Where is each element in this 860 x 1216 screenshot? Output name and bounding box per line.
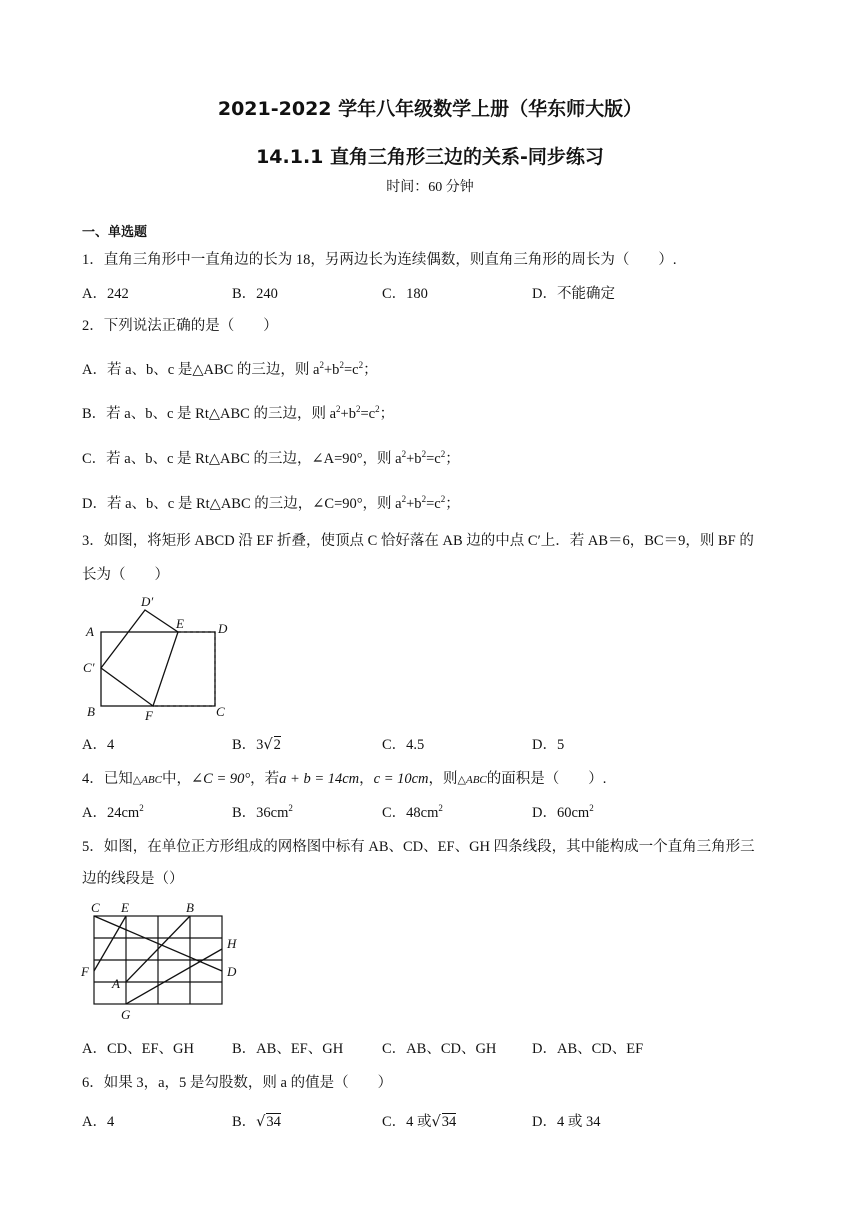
q6-option-c: C．4 或√34 (382, 1114, 457, 1130)
question-6-text: 6．如果 3，a，5 是勾股数，则 a 的值是（ ） (82, 1075, 393, 1091)
q4-option-c: C．$48cm^2$ (382, 803, 443, 821)
label-d: D (218, 621, 228, 636)
q3-option-b: B．3√2 (232, 737, 281, 753)
segment-ef (94, 916, 126, 971)
question-1-text: 1．直角三角形中一直角边的长为 18，另两边长为连续偶数，则直角三角形的周长为（ ）. (82, 252, 677, 268)
q5-option-a: A．CD、EF、GH (82, 1041, 194, 1057)
question-2-text: 2．下列说法正确的是（ ） (82, 318, 278, 334)
label-f: F (145, 708, 153, 723)
rect-left-part (101, 632, 215, 706)
q5-option-b: B．AB、EF、GH (232, 1041, 344, 1057)
q3-option-c: C．4.5 (382, 737, 425, 753)
q4-option-d: D．$60cm^2$ (532, 803, 594, 821)
q3-option-d: D．5 (532, 737, 565, 753)
q1-option-d: D．不能确定 (532, 286, 615, 302)
folded-quadrilateral (101, 610, 178, 706)
q2-option-a: A．若 a、b、c 是△ABC 的三边，则 $a^2+b^2=c^2$； (82, 360, 378, 378)
label-g: G (121, 1007, 131, 1022)
question-3-line-1: 3．如图，将矩形 ABCD 沿 EF 折叠，使顶点 C 恰好落在 AB 边的中点 C′上．若 AB＝6，BC＝9，则 BF 的 (82, 533, 754, 549)
label-d-prime: D′ (141, 594, 154, 609)
label-c: C (216, 704, 225, 719)
q1-option-a: A．242 (82, 286, 129, 302)
label-h: H (227, 936, 237, 951)
label-e: E (121, 900, 129, 915)
section-heading: 一、单选题 (82, 225, 148, 240)
document-title: 2021-2022 学年八年级数学上册（华东师大版） (217, 98, 643, 120)
label-b: B (186, 900, 194, 915)
document-subtitle: 14.1.1 直角三角形三边的关系-同步练习 (256, 146, 604, 168)
question-5-line-1: 5．如图，在单位正方形组成的网格图中标有 AB、CD、EF、GH 四条线段，其中能构成一个直角三角形三 (82, 839, 755, 855)
question-3-line-2: 长为（ ） (82, 567, 169, 583)
label-d: D (227, 964, 237, 979)
label-e: E (176, 616, 184, 631)
q4-option-b: B．$36cm^2$ (232, 803, 293, 821)
question-5-line-2: 边的线段是（） (82, 871, 184, 887)
q4-option-a: A．$24cm^2$ (82, 803, 144, 821)
time-limit: 时间：60 分钟 (386, 180, 474, 195)
q2-option-d: D．若 a、b、c 是 Rt△ABC 的三边，∠C=90°，则 $a^2+b^2=c^2$； (82, 494, 460, 512)
label-f: F (81, 964, 89, 979)
q1-option-c: C．180 (382, 286, 428, 302)
rect-dashed-part (153, 632, 215, 706)
fold-rectangle-figure (78, 590, 248, 725)
question-4-text: 4．已知△ABC中，∠C = 90°，若a + b = 14cm，c = 10cm，则△ABC的面积是（ ）. (82, 771, 607, 787)
q6-option-b: B．√34 (232, 1114, 281, 1130)
label-a: A (86, 624, 94, 639)
q5-option-d: D．AB、CD、EF (532, 1041, 644, 1057)
q2-option-b: B．若 a、b、c 是 Rt△ABC 的三边，则 $a^2+b^2=c^2$； (82, 404, 395, 422)
segment-gh (126, 949, 222, 1004)
q3-option-a: A．4 (82, 737, 115, 753)
grid-figure (78, 898, 248, 1024)
q6-option-a: A．4 (82, 1114, 115, 1130)
q2-option-c: C．若 a、b、c 是 Rt△ABC 的三边，∠A=90°，则 $a^2+b^2=c^2$； (82, 449, 460, 467)
q5-option-c: C．AB、CD、GH (382, 1041, 497, 1057)
q1-option-b: B．240 (232, 286, 278, 302)
label-b: B (87, 704, 95, 719)
label-c-prime: C′ (83, 660, 95, 675)
q6-option-d: D．4 或 34 (532, 1114, 601, 1130)
label-a: A (112, 976, 120, 991)
label-c: C (91, 900, 100, 915)
